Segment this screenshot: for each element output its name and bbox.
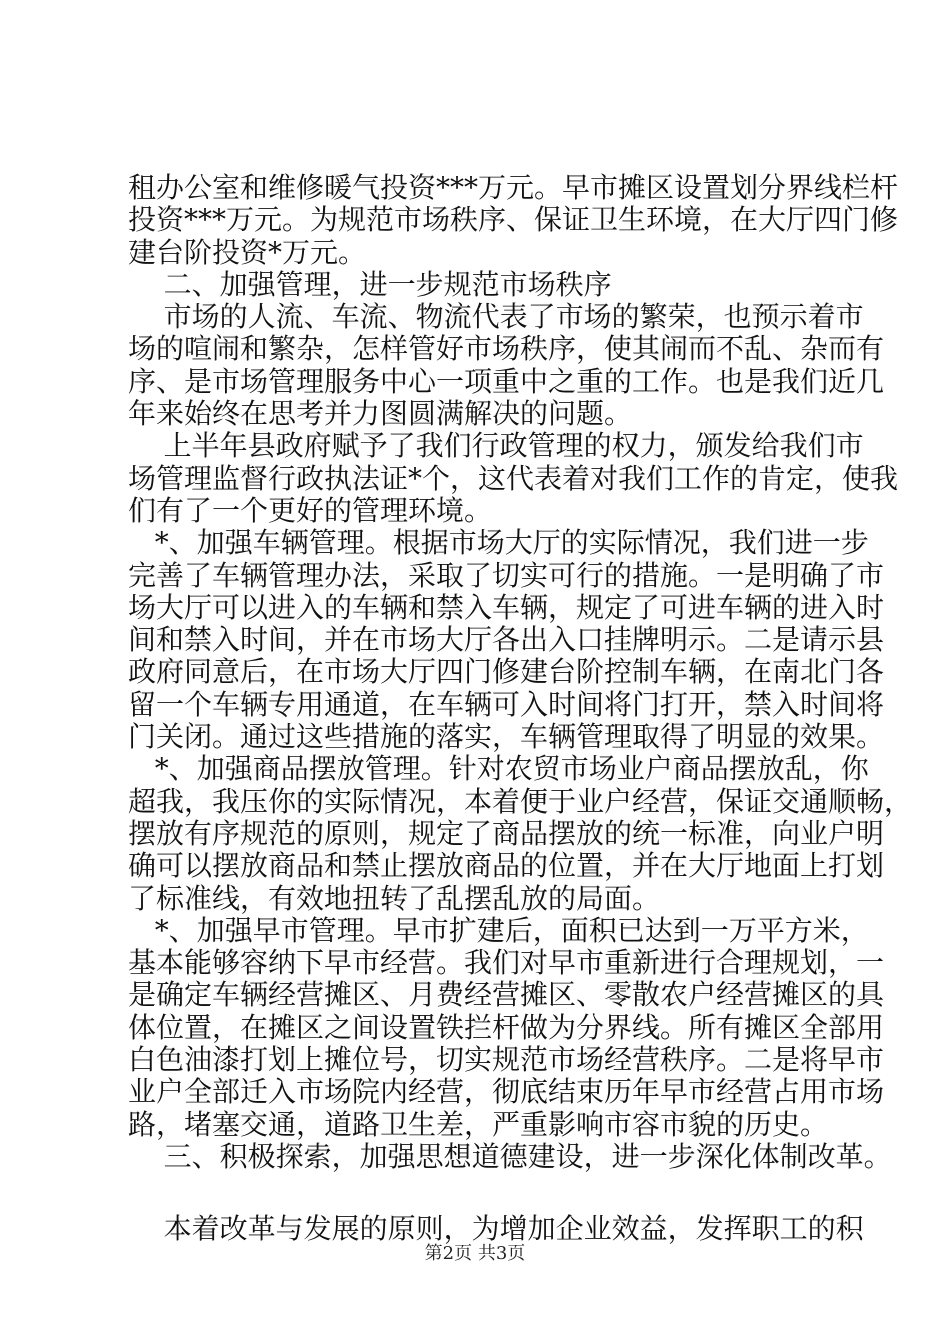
text-line: 基本能够容纳下早市经营。我们对早市重新进行合理规划，一 — [128, 946, 885, 980]
text-line: 确可以摆放商品和禁止摆放商品的位置，并在大厅地面上打划 — [128, 849, 885, 883]
paragraph-gap — [128, 1173, 828, 1213]
text-line: 上半年县政府赋予了我们行政管理的权力，颁发给我们市 — [128, 429, 864, 463]
text-line: 市场的人流、车流、物流代表了市场的繁荣，也预示着市 — [128, 300, 864, 334]
text-line: 场管理监督行政执法证*个，这代表着对我们工作的肯定，使我 — [128, 461, 899, 495]
text-line: 年来始终在思考并力图圆满解决的问题。 — [128, 397, 633, 431]
text-line: 投资***万元。为规范市场秩序、保证卫生环境，在大厅四门修 — [128, 203, 899, 237]
text-line: 场的喧闹和繁杂，怎样管好市场秩序，使其闹而不乱、杂而有 — [128, 332, 885, 366]
text-line: 摆放有序规范的原则，规定了商品摆放的统一标准，向业户明 — [128, 816, 885, 850]
text-line: 完善了车辆管理办法，采取了切实可行的措施。一是明确了市 — [128, 558, 885, 592]
text-line: 建台阶投资*万元。 — [128, 235, 367, 269]
text-line: 门关闭。通过这些措施的落实，车辆管理取得了明显的效果。 — [128, 720, 885, 754]
text-line: *、加强车辆管理。根据市场大厅的实际情况，我们进一步 — [128, 526, 869, 560]
page-number-footer: 第2页 共3页 — [424, 1243, 526, 1264]
text-line: 路，堵塞交通，道路卫生差，严重影响市容市貌的历史。 — [128, 1107, 829, 1141]
text-line: 业户全部迁入市场院内经营，彻底结束历年早市经营占用市场 — [128, 1075, 885, 1109]
text-line: 序、是市场管理服务中心一项重中之重的工作。也是我们近几 — [128, 364, 885, 398]
text-line: 白色油漆打划上摊位号，切实规范市场经营秩序。二是将早市 — [128, 1043, 885, 1077]
text-line: *、加强早市管理。早市扩建后，面积已达到一万平方米， — [128, 913, 869, 947]
text-line: 是确定车辆经营摊区、月费经营摊区、零散农户经营摊区的具 — [128, 978, 885, 1012]
text-line: 超我，我压你的实际情况，本着便于业户经营，保证交通顺畅， — [128, 784, 913, 818]
text-line: 了标准线，有效地扭转了乱摆乱放的局面。 — [128, 881, 661, 915]
section-heading: 二、加强管理，进一步规范市场秩序 — [128, 267, 612, 301]
text-line: 本着改革与发展的原则，为增加企业效益，发挥职工的积 — [128, 1212, 864, 1246]
section-heading: 三、积极探索，加强思想道德建设，进一步深化体制改革。 — [128, 1139, 892, 1173]
text-line: 留一个车辆专用通道，在车辆可入时间将门打开，禁入时间将 — [128, 687, 885, 721]
document-body — [128, 171, 913, 1246]
text-line: 租办公室和维修暖气投资***万元。早市摊区设置划分界线栏杆 — [128, 171, 899, 204]
text-line: 体位置，在摊区之间设置铁拦杆做为分界线。所有摊区全部用 — [128, 1010, 885, 1044]
text-line: 政府同意后，在市场大厅四门修建台阶控制车辆，在南北门各 — [128, 655, 885, 689]
text-line: 场大厅可以进入的车辆和禁入车辆，规定了可进车辆的进入时 — [128, 590, 885, 624]
text-line: *、加强商品摆放管理。针对农贸市场业户商品摆放乱，你 — [128, 752, 869, 786]
text-line: 间和禁入时间，并在市场大厅各出入口挂牌明示。二是请示县 — [128, 623, 885, 657]
text-line: 们有了一个更好的管理环境。 — [128, 493, 493, 527]
